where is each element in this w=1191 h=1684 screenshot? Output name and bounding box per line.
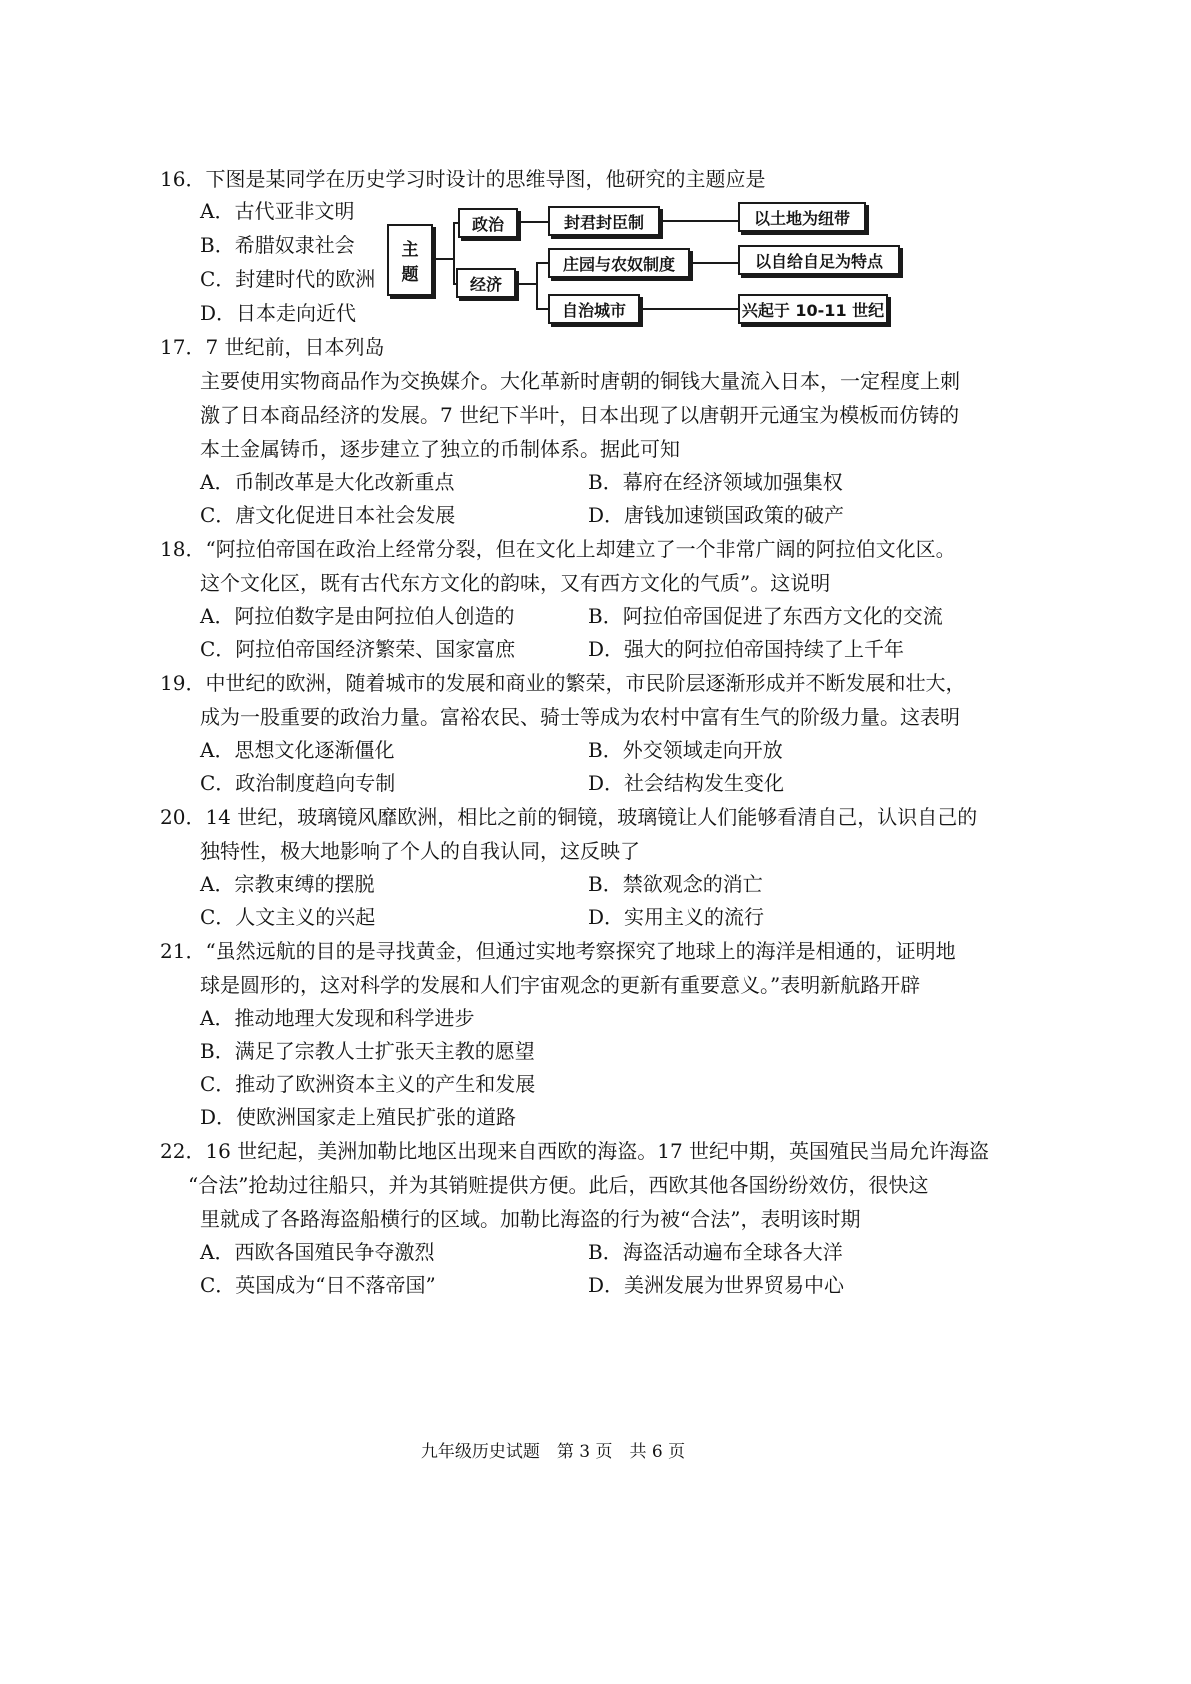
q20-option-b[interactable]: B．禁欲观念的消亡	[588, 872, 763, 896]
mindmap-connector	[436, 258, 453, 260]
q18-option-c[interactable]: C．阿拉伯帝国经济繁荣、国家富庶	[200, 637, 516, 661]
mindmap-connector	[663, 220, 739, 222]
mindmap-node-land-bond: 以土地为纽带	[738, 202, 866, 232]
q22-option-a[interactable]: A．西欧各国殖民争夺激烈	[200, 1240, 435, 1264]
question-22-stem-line: 22．16 世纪起，美洲加勒比地区出现来自西欧的海盗。17 世纪中期，英国殖民当局允许海盗	[160, 1139, 990, 1163]
q18-option-d[interactable]: D．强大的阿拉伯帝国持续了上千年	[588, 637, 905, 661]
mindmap-connector	[536, 262, 548, 264]
mindmap-root-line1: 主	[401, 240, 419, 260]
mindmap-connector	[693, 262, 739, 264]
mindmap-connector	[643, 308, 739, 310]
mindmap-connector	[536, 262, 538, 309]
question-18-stem-line: 这个文化区，既有古代东方文化的韵味，又有西方文化的气质”。这说明	[200, 571, 831, 595]
question-16-stem: 16．下图是某同学在历史学习时设计的思维导图，他研究的主题应是	[160, 167, 766, 191]
q16-option-a[interactable]: A．古代亚非文明	[200, 199, 355, 223]
mindmap-node-rise-century: 兴起于 10-11 世纪	[738, 294, 888, 324]
q16-option-d[interactable]: D．日本走向近代	[200, 301, 357, 325]
q16-option-c[interactable]: C．封建时代的欧洲	[200, 267, 376, 291]
mindmap-node-self-sufficient: 以自给自足为特点	[738, 245, 900, 275]
question-19-stem-line: 19．中世纪的欧洲，随着城市的发展和商业的繁荣，市民阶层逐渐形成并不断发展和壮大，	[160, 671, 966, 695]
mindmap-root-box	[387, 224, 433, 296]
q18-option-b[interactable]: B．阿拉伯帝国促进了东西方文化的交流	[588, 604, 943, 628]
question-18-stem-line: 18．“阿拉伯帝国在政治上经常分裂，但在文化上却建立了一个非常广阔的阿拉伯文化区。	[160, 537, 956, 561]
question-20-stem-line: 独特性，极大地影响了个人的自我认同，这反映了	[200, 839, 640, 863]
q17-option-a[interactable]: A．币制改革是大化改新重点	[200, 470, 455, 494]
mindmap-politics-box: 政治	[458, 208, 518, 238]
q21-option-c[interactable]: C．推动了欧洲资本主义的产生和发展	[200, 1072, 536, 1096]
q17-option-c[interactable]: C．唐文化促进日本社会发展	[200, 503, 456, 527]
page-footer: 九年级历史试题 第 3 页 共 6 页	[420, 1442, 686, 1462]
mindmap-node-manor-serfdom: 庄园与农奴制度	[548, 248, 690, 278]
question-17-stem-line: 激了日本商品经济的发展。7 世纪下半叶，日本出现了以唐朝开元通宝为模板而仿铸的	[200, 403, 960, 427]
q19-option-d[interactable]: D．社会结构发生变化	[588, 771, 785, 795]
mindmap-connector	[453, 222, 455, 284]
mindmap-node-feudal-lords: 封君封臣制	[548, 206, 660, 236]
question-19-stem-line: 成为一股重要的政治力量。富裕农民、骑士等成为农村中富有生气的阶级力量。这表明	[200, 705, 960, 729]
mindmap-connector	[519, 283, 537, 285]
q19-option-a[interactable]: A．思想文化逐渐僵化	[200, 738, 395, 762]
q19-option-b[interactable]: B．外交领域走向开放	[588, 738, 783, 762]
question-22-stem-line: 里就成了各路海盗船横行的区域。加勒比海盗的行为被“合法”，表明该时期	[200, 1207, 861, 1231]
q19-option-c[interactable]: C．政治制度趋向专制	[200, 771, 396, 795]
question-22-stem-line: “合法”抢劫过往船只，并为其销赃提供方便。此后，西欧其他各国纷纷效仿，很快这	[188, 1173, 929, 1197]
question-21-stem-line: 球是圆形的，这对科学的发展和人们宇宙观念的更新有重要意义。”表明新航路开辟	[200, 973, 921, 997]
mindmap-node-autonomous-city: 自治城市	[548, 294, 640, 324]
q22-option-d[interactable]: D．美洲发展为世界贸易中心	[588, 1273, 845, 1297]
q20-option-a[interactable]: A．宗教束缚的摆脱	[200, 872, 375, 896]
q20-option-c[interactable]: C．人文主义的兴起	[200, 905, 376, 929]
question-21-stem-line: 21．“虽然远航的目的是寻找黄金，但通过实地考察探究了地球上的海洋是相通的，证明地	[160, 939, 956, 963]
question-20-stem-line: 20．14 世纪，玻璃镜风靡欧洲，相比之前的铜镜，玻璃镜让人们能够看清自己，认识自己的	[160, 805, 978, 829]
question-17-stem-line: 主要使用实物商品作为交换媒介。大化革新时唐朝的铜钱大量流入日本，一定程度上刺	[200, 369, 960, 393]
mindmap-economy-box: 经济	[456, 268, 516, 298]
q21-option-b[interactable]: B．满足了宗教人士扩张天主教的愿望	[200, 1039, 535, 1063]
q18-option-a[interactable]: A．阿拉伯数字是由阿拉伯人创造的	[200, 604, 515, 628]
q22-option-c[interactable]: C．英国成为“日不落帝国”	[200, 1273, 436, 1297]
q20-option-d[interactable]: D．实用主义的流行	[588, 905, 765, 929]
question-17-stem-line: 17．7 世纪前，日本列岛	[160, 335, 385, 359]
q22-option-b[interactable]: B．海盗活动遍布全球各大洋	[588, 1240, 843, 1264]
q17-option-b[interactable]: B．幕府在经济领域加强集权	[588, 470, 843, 494]
mindmap-connector	[521, 221, 549, 223]
q21-option-a[interactable]: A．推动地理大发现和科学进步	[200, 1006, 475, 1030]
q21-option-d[interactable]: D．使欧洲国家走上殖民扩张的道路	[200, 1105, 517, 1129]
q16-option-b[interactable]: B．希腊奴隶社会	[200, 233, 355, 257]
q17-option-d[interactable]: D．唐钱加速锁国政策的破产	[588, 503, 845, 527]
mindmap-connector	[536, 308, 548, 310]
mindmap-root-line2: 题	[401, 265, 419, 285]
question-17-stem-line: 本土金属铸币，逐步建立了独立的币制体系。据此可知	[200, 437, 680, 461]
